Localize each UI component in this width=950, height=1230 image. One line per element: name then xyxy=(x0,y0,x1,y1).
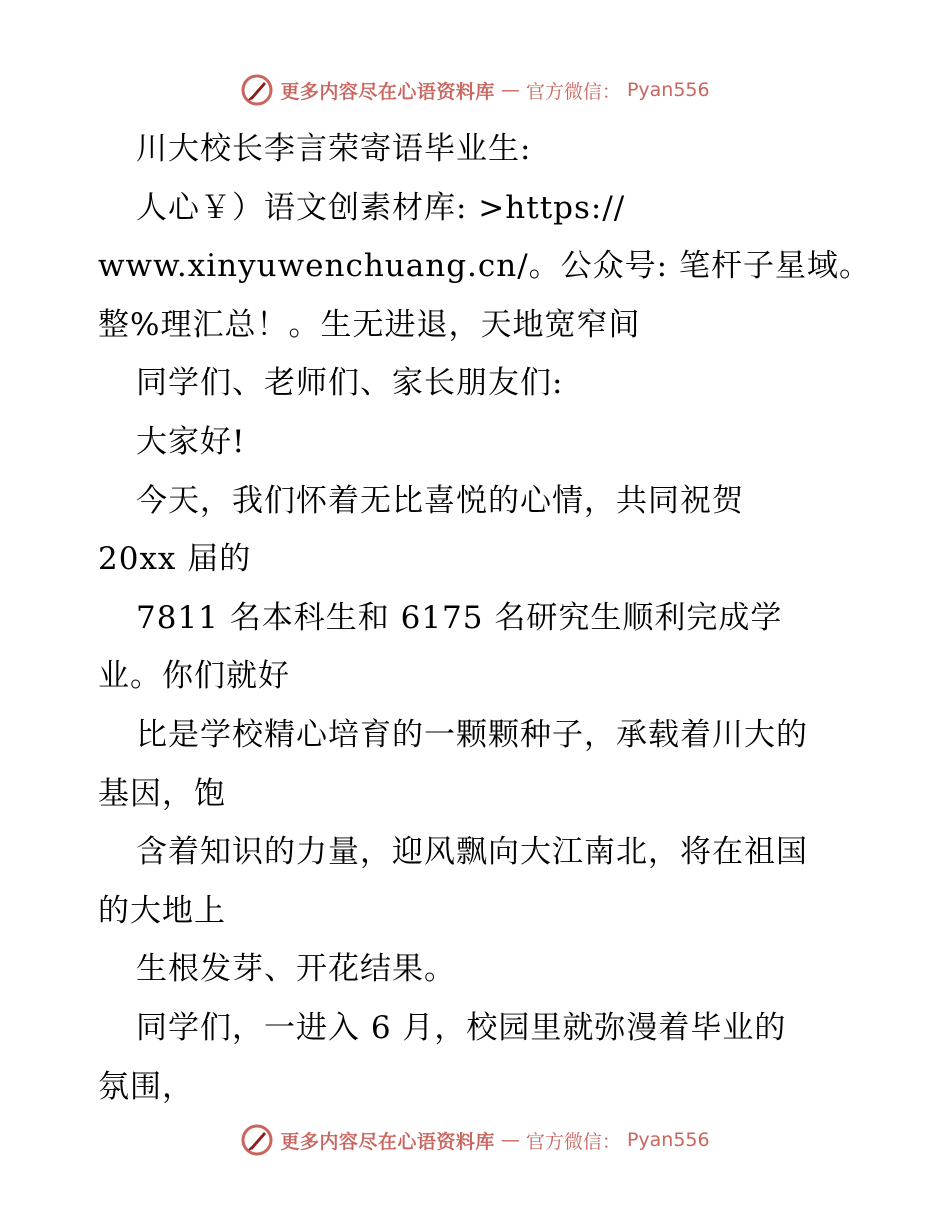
watermark-main-text: 更多内容尽在心语资料库 xyxy=(280,80,495,103)
text-line: 今天，我们怀着无比喜悦的心情，共同祝贺 xyxy=(136,482,744,519)
quill-logo-icon xyxy=(240,1123,274,1157)
watermark-separator: — xyxy=(500,1129,520,1151)
text-line: 比是学校精心培育的一颗颗种子，承载着川大的 xyxy=(136,716,808,753)
text-line: 含着知识的力量，迎风飘向大江南北，将在祖国 xyxy=(136,834,808,871)
watermark-wechat-id: Pyan556 xyxy=(626,79,710,101)
header-watermark xyxy=(0,70,950,110)
footer-watermark xyxy=(0,1120,950,1160)
watermark-main-text: 更多内容尽在心语资料库 xyxy=(280,1130,495,1153)
document-body xyxy=(98,120,871,1116)
quill-logo-icon xyxy=(240,73,274,107)
text-line: 基因，饱 xyxy=(98,775,226,812)
text-line: 大家好! xyxy=(136,423,246,460)
text-line: 人心￥）语文创素材库: >https:// xyxy=(136,189,626,226)
text-line: www.xinyuwenchuang.cn/。公众号: 笔杆子星域。 xyxy=(98,248,871,285)
watermark-separator: — xyxy=(500,79,520,101)
text-line: 20xx 届的 xyxy=(98,541,252,578)
text-line: 同学们，一进入 6 月，校园里就弥漫着毕业的 xyxy=(136,1009,787,1046)
text-line: 川大校长李言荣寄语毕业生: xyxy=(136,131,532,167)
text-line: 同学们、老师们、家长朋友们: xyxy=(136,365,564,402)
text-line: 7811 名本科生和 6175 名研究生顺利完成学 xyxy=(136,599,783,636)
watermark-sub-text: 官方微信： xyxy=(525,1130,621,1153)
text-line: 的大地上 xyxy=(98,892,226,929)
watermark-wechat-id: Pyan556 xyxy=(626,1129,710,1151)
text-line: 业。你们就好 xyxy=(98,658,290,695)
watermark-sub-text: 官方微信： xyxy=(525,80,621,103)
text-line: 整%理汇总！。生无进退，天地宽窄间 xyxy=(98,306,641,343)
text-line: 生根发芽、开花结果。 xyxy=(136,951,456,988)
text-line: 氛围， xyxy=(98,1068,194,1105)
